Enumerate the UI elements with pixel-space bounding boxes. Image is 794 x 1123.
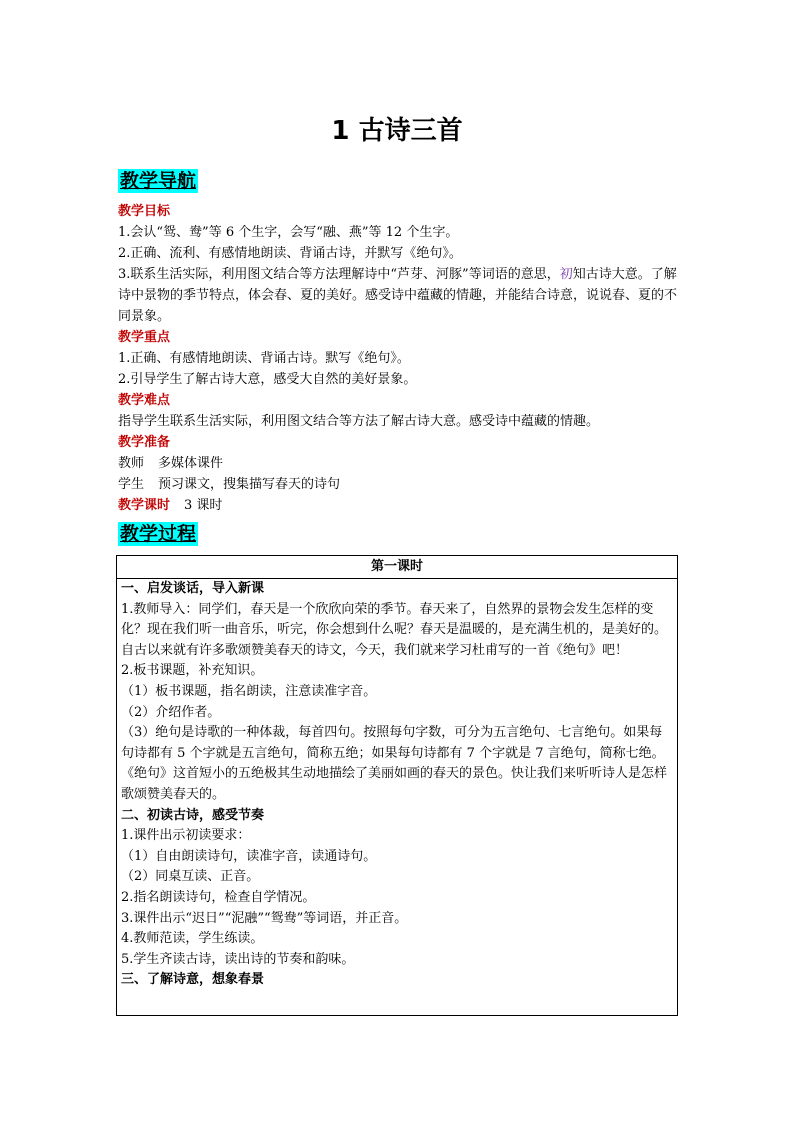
objective-item-3	[118, 264, 678, 327]
guide-content	[118, 201, 678, 516]
key-point-item: 1.正确、有感情地朗读、背诵古诗。默写《绝句》。	[118, 351, 410, 366]
lesson-table	[116, 555, 678, 1016]
lesson-paragraph: （1）自由朗读诗句，读准字音，读通诗句。	[121, 848, 377, 864]
lesson-body	[117, 579, 677, 991]
lesson-paragraph: 4.教师范读，学生练读。	[121, 931, 264, 947]
hours-line	[118, 495, 678, 516]
preparation-teacher	[118, 453, 678, 474]
section-heading-process: 教学过程	[120, 523, 197, 545]
lesson-section-2-title: 二、初读古诗，感受节奏	[121, 807, 265, 823]
student-text: 预习课文，搜集描写春天的诗句	[158, 477, 341, 492]
page-title: 1 古诗三首	[331, 116, 463, 146]
section-heading-guide: 教学导航	[120, 170, 197, 192]
lesson-section-3-title: 三、了解诗意，想象春景	[121, 972, 265, 988]
objective-item: 2.正确、流利、有感情地朗读、背诵古诗，并默写《绝句》。	[118, 246, 462, 261]
objective-item: 1.会认“鸳、鸯”等 6 个生字，会写“融、燕”等 12 个生字。	[118, 225, 459, 240]
lesson-paragraph: （1）板书课题，指名朗读，注意读准字音。	[121, 683, 377, 699]
teacher-text: 多媒体课件	[158, 456, 224, 471]
lesson-paragraph: 3.课件出示“迟日”“泥融”“鸳鸯”等词语，并正音。	[121, 910, 408, 926]
difficulty-heading: 教学难点	[118, 393, 171, 408]
teacher-label: 教师	[118, 456, 145, 471]
lesson-paragraph: （3）绝句是诗歌的一种体裁，每首四句。按照每句字数，可分为五言绝句、七言绝句。如果每句诗都有 5 个字就是五言绝句，简称五绝；如果每句诗都有 7 个字就是 7 言绝句，简称七绝。《绝句》这首短小的五绝极其生动地描绘了美丽如画的春天的景色。快让我们来听听诗人是怎样歌颂赞美春天的。	[121, 725, 668, 802]
objective-item-3-part2: 知古诗大意。了解诗中景物的季节特点，体会春、夏的美好。感受诗中蕴藏的情趣，并能结合诗意，说说春、夏的不同景象。	[118, 267, 678, 324]
lesson-paragraph: （2）介绍作者。	[121, 704, 221, 720]
key-points-heading: 教学重点	[118, 330, 171, 345]
lesson-paragraph: （2）同桌互读、正音。	[121, 869, 260, 885]
objectives-heading: 教学目标	[118, 204, 171, 219]
hours-value: 3 课时	[184, 498, 223, 513]
objective-item-3-part1: 3.联系生活实际，利用图文结合等方法理解诗中“芦芽、河豚”等词语的意思，	[118, 267, 560, 282]
lesson-paragraph: 5.学生齐读古诗，读出诗的节奏和韵味。	[121, 951, 355, 967]
lesson-paragraph: 1.课件出示初读要求：	[121, 828, 251, 844]
preparation-student	[118, 474, 678, 495]
student-label: 学生	[118, 477, 145, 492]
key-point-item: 2.引导学生了解古诗大意，感受大自然的美好景象。	[118, 372, 417, 387]
lesson-header: 第一课时	[117, 556, 677, 579]
difficulty-text: 指导学生联系生活实际，利用图文结合等方法了解古诗大意。感受诗中蕴藏的情趣。	[118, 414, 600, 429]
objective-item-3-highlight: 初	[559, 267, 573, 282]
hours-label: 教学课时	[118, 498, 171, 513]
preparation-heading: 教学准备	[118, 435, 171, 450]
lesson-paragraph: 1.教师导入：同学们，春天是一个欣欣向荣的季节。春天来了，自然界的景物会发生怎样的变化？现在我们听一曲音乐，听完，你会想到什么呢？春天是温暖的，是充满生机的，是美好的。自古以来就有许多歌颂赞美春天的诗文，今天，我们就来学习杜甫写的一首《绝句》吧！	[121, 601, 668, 658]
lesson-section-1-title: 一、启发谈话，导入新课	[121, 581, 265, 596]
lesson-paragraph: 2.指名朗读诗句，检查自学情况。	[121, 889, 316, 905]
lesson-paragraph: 2.板书课题，补充知识。	[121, 663, 264, 679]
